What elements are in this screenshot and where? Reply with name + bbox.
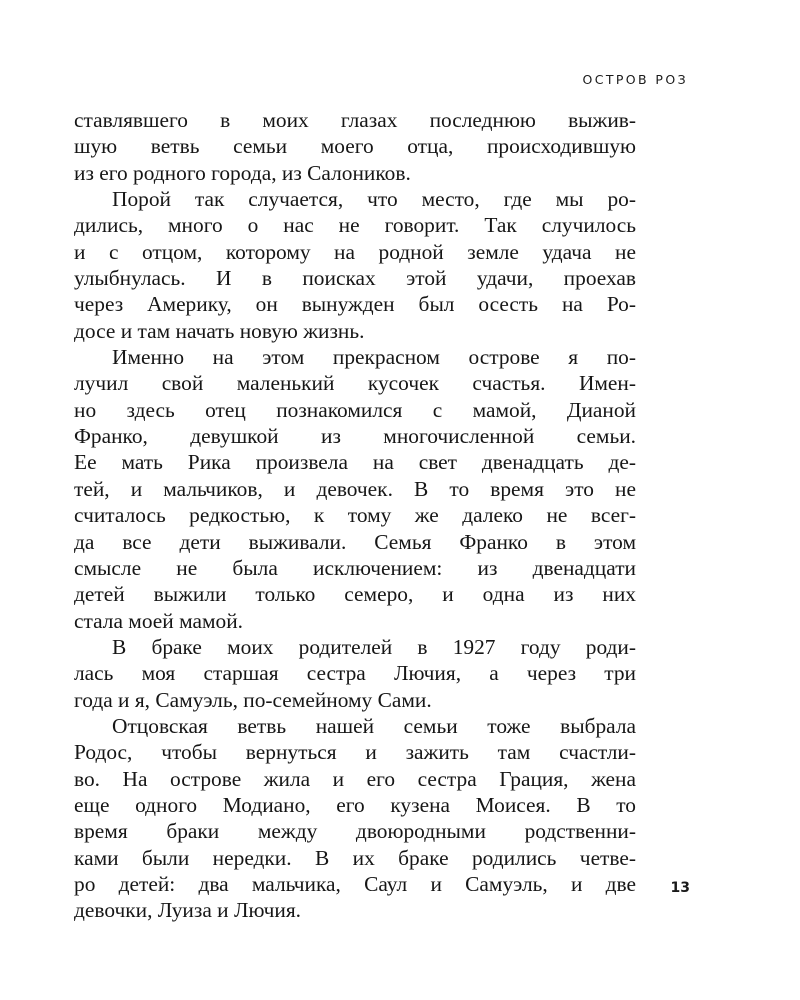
text-line: лась моя старшая сестра Лючия, а через три [74, 661, 636, 686]
text-line: стала моей мамой. [74, 608, 243, 633]
page-number: 13 [670, 880, 690, 896]
body-text [74, 107, 636, 924]
text-line: Отцовская ветвь нашей семьи тоже выбрала [112, 713, 636, 738]
text-line: шую ветвь семьи моего отца, происходившую [74, 134, 636, 159]
text-line: время браки между двоюродными родственни- [74, 819, 636, 844]
text-line: лучил свой маленький кусочек счастья. Имен- [74, 371, 636, 396]
text-line: Именно на этом прекрасном острове я по- [112, 345, 636, 370]
text-line: ставлявшего в моих глазах последнюю выжив- [74, 108, 636, 132]
running-header: ОСТРОВ РОЗ [582, 72, 688, 87]
text-line: Порой так случается, что место, где мы ро- [112, 187, 636, 212]
text-line: еще одного Модиано, его кузена Моисея. В то [74, 792, 636, 817]
text-line: да все дети выживали. Семья Франко в этом [74, 529, 636, 554]
text-line: В браке моих родителей в 1927 году роди- [112, 634, 636, 659]
text-line: Франко, девушкой из многочисленной семьи. [74, 424, 636, 449]
text-line: дились, много о нас не говорит. Так случилось [74, 213, 636, 238]
text-line: девочки, Луиза и Лючия. [74, 898, 302, 923]
text-line: улыбнулась. И в поисках этой удачи, проехав [74, 266, 636, 291]
text-line: смысле не была исключением: из двенадцати [74, 555, 636, 580]
text-line: досе и там начать новую жизнь. [74, 318, 365, 343]
text-line: через Америку, он вынужден был осесть на Ро- [74, 292, 636, 317]
text-line: считалось редкостью, к тому же далеко не всег- [74, 503, 636, 528]
text-line: ро детей: два мальчика, Саул и Самуэль, и две [74, 871, 636, 896]
text-line: из его родного города, из Салоников. [74, 160, 411, 185]
text-line: тей, и мальчиков, и девочек. В то время это не [74, 476, 636, 501]
text-line: и с отцом, которому на родной земле удача не [74, 239, 636, 264]
text-line: ками были нередки. В их браке родились четве- [74, 845, 636, 870]
text-line: детей выжили только семеро, и одна из них [74, 582, 636, 607]
text-line: года и я, Самуэль, по-семейному Сами. [74, 687, 432, 712]
text-line: во. На острове жила и его сестра Грация, жена [74, 766, 636, 791]
text-line: Родос, чтобы вернуться и зажить там счастли- [74, 740, 636, 765]
text-line: но здесь отец познакомился с мамой, Дианой [74, 397, 636, 422]
text-line: Ее мать Рика произвела на свет двенадцать де- [74, 450, 636, 475]
